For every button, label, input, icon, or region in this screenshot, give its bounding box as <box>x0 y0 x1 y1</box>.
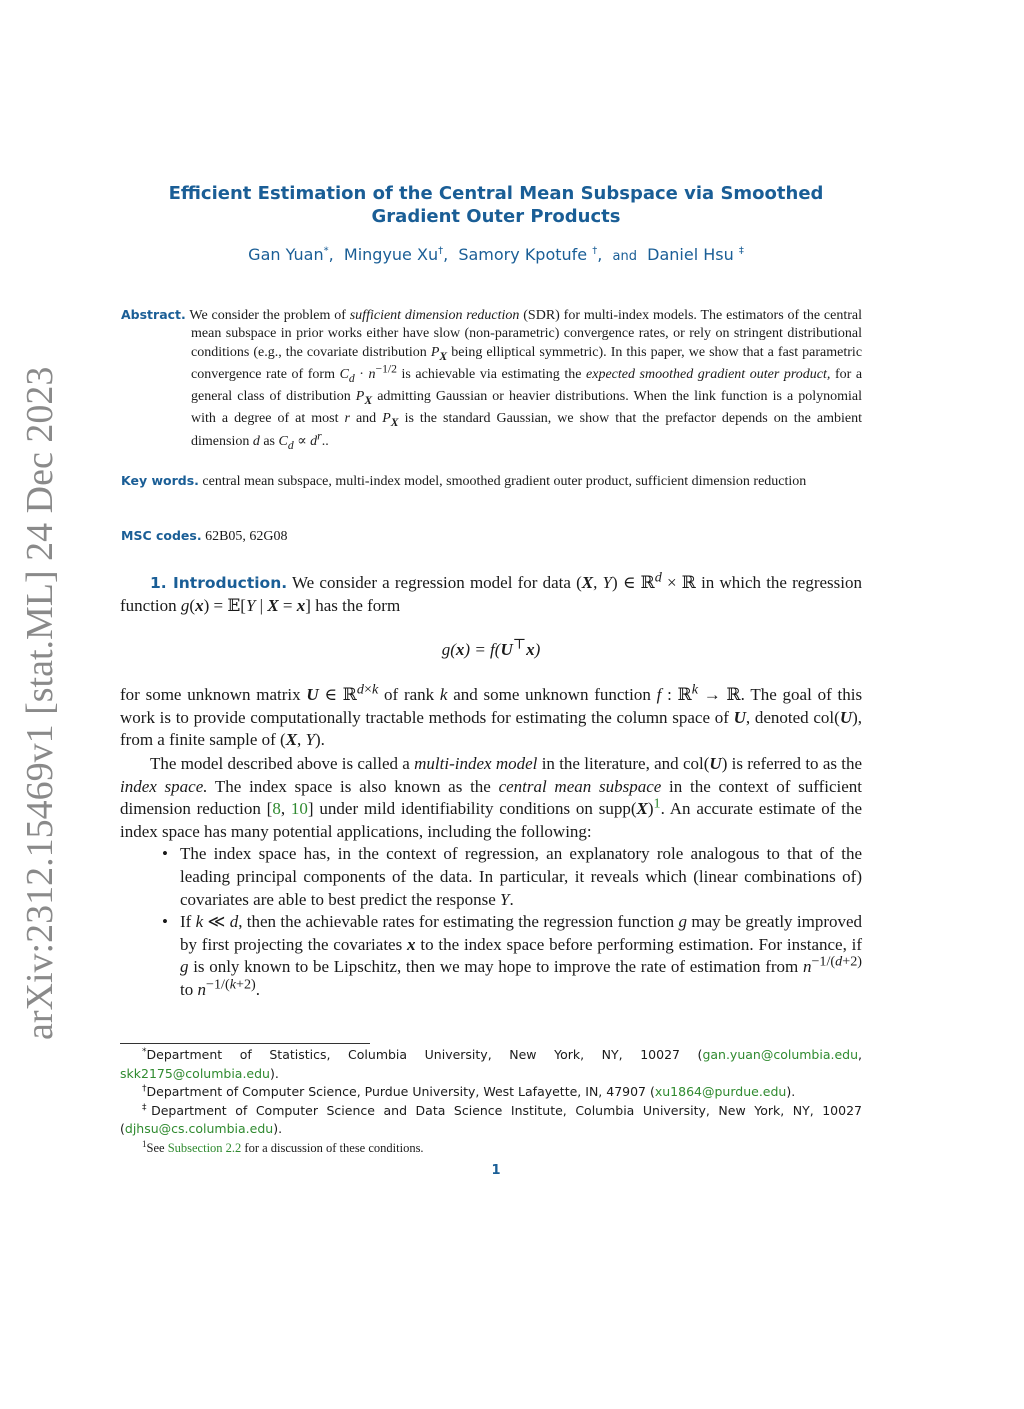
abstract-emphasis: sufficient dimension reduction <box>349 308 520 323</box>
footnote-divider <box>120 1043 370 1044</box>
body-text: may be greatly improved by first projecting the covariates <box>180 912 863 954</box>
msc-label: MSC codes. <box>121 528 202 543</box>
body-text: to <box>180 979 194 999</box>
model-equation: g(x) = f(U⊤x) <box>441 636 541 659</box>
paper-title: Efficient Estimation of the Central Mean Subspace via Smoothed Gradient Outer Products <box>168 183 824 227</box>
affiliation-mark: † <box>592 245 598 257</box>
footnote-mark: * <box>142 1046 147 1057</box>
footnote-text: for a discussion of these conditions. <box>244 1140 424 1155</box>
author-name: Daniel Hsu <box>647 245 734 264</box>
keywords-text: central mean subspace, multi-index model, smoothed gradient outer product, sufficient dimension reduction <box>202 474 807 489</box>
and-connector: and <box>612 249 637 264</box>
footnote-text: Department of Statistics, Columbia University, New York, NY, 10027 ( <box>146 1047 703 1062</box>
introduction-paragraph: 1. Introduction. We consider a regression model for data (X, Y) ∈ ℝ$^d$ × ℝ in which the regression function g(x) = 𝔼[Y | X = x] has the form <box>120 569 863 615</box>
author-name: Gan Yuan <box>248 245 324 264</box>
affiliation-mark: * <box>323 245 329 257</box>
email-link[interactable]: xu1864@purdue.edu <box>654 1084 787 1100</box>
email-link[interactable]: djhsu@cs.columbia.edu <box>124 1121 274 1137</box>
page-number: 1 <box>491 1163 501 1178</box>
bullet-icon: • <box>162 912 168 932</box>
body-text: to the index space before performing estimation. For instance, if <box>420 934 863 954</box>
body-text: for some unknown matrix <box>120 685 301 704</box>
body-text: . An accurate estimate of the index space has many potential applications, including the following: <box>120 799 863 841</box>
abstract-text: (SDR) for multi-index models. The estimators of the central mean subspace in prior works either have slow (non-parametric) convergence rates, or rely on stringent distributional conditions (e.g., the covariate distribution <box>191 308 863 360</box>
footnote-mark: † <box>142 1084 147 1095</box>
footnote: *Department of Statistics, Columbia University, New York, NY, 10027 (gan.yuan@columbia.edu, skk2175@columbia.edu). <box>120 1046 862 1081</box>
citation-link[interactable]: 8 <box>272 799 281 819</box>
author-name: Mingyue Xu <box>343 245 439 264</box>
body-text: The index space has, in the context of regression, an explanatory role analogous to that of the leading principal components of the data. In particular, it reveals which (linear combinations of) covariates are able to best predict the response <box>180 844 862 909</box>
affiliation-mark: † <box>438 245 444 257</box>
emphasis-text: central mean subspace <box>498 776 662 796</box>
emphasis-text: index space. <box>120 776 208 796</box>
abstract-text: being elliptical symmetric). In this paper, we show that a fast parametric convergence rate of form <box>191 344 863 383</box>
msc-codes: 62B05, 62G08 <box>205 529 288 544</box>
abstract-text: is achievable via estimating the <box>401 367 582 383</box>
footnote-link[interactable]: 1 <box>653 795 661 812</box>
author-name: Samory Kpotufe <box>458 245 588 264</box>
body-text: in the literature, and col( <box>541 754 710 773</box>
keywords-block <box>121 472 862 491</box>
footnote: ‡Department of Computer Science and Data Science Institute, Columbia University, New York, NY, 10027 (djhsu@cs.columbia.edu). <box>120 1102 862 1137</box>
body-text: of rank <box>384 685 435 704</box>
body-text: ] under mild identifiability conditions on supp( <box>307 799 637 819</box>
list-item: • If k ≪ d, then the achievable rates for estimating the regression function g may be greatly improved by first projecting the covariates x to the index space before performing estimation. For instance, if g is only known to be Lipschitz, then we may hope to improve the rate of estimation from $n^{-1/(d+2)}$ to $n^{-1/(k+2)}$. <box>162 912 863 999</box>
body-paragraph: for some unknown matrix U ∈ ℝ$^{d\times k}$ of rank k and some unknown function f : ℝ$^k$ → ℝ. The goal of this work is to provide computationally tractable methods for estimating the column space of U, denoted col(U), from a finite sample of (X, Y). <box>120 681 863 750</box>
msc-block <box>121 527 862 546</box>
body-text: We consider a regression model for data <box>292 573 571 592</box>
body-text: If <box>180 912 192 932</box>
body-text: is only known to be Lipschitz, then we may hope to improve the rate of estimation from <box>193 957 799 977</box>
abstract-label: Abstract. <box>121 307 186 322</box>
body-text: , then the achievable rates for estimating the regression function <box>238 912 675 932</box>
keywords-label: Key words. <box>121 473 199 488</box>
body-text: , denoted col( <box>745 707 840 727</box>
footnote-text: See <box>146 1140 165 1155</box>
body-text: ), from a finite sample of <box>120 707 863 750</box>
body-paragraph: The model described above is called a multi-index model in the literature, and col(U) is referred to as the index space. The index space is also known as the central mean subspace in the context of sufficient dimension reduction [8, 10] under mild identifiability conditions on $supp(X)^1$. An accurate estimate of the index space has many potential applications, including the following: • The index space has, in the context of regression, an explanatory role analogous to that of the leading principal components of the data. In particular, it reveals which (linear combinations of) covariates are able to best predict the response Y. • If k ≪ d, then the achievable rates for estimating the regression function g may be greatly improved by first projecting the covariates x to the index space before performing estimation. For instance, if g is only known to be Lipschitz, then we may hope to improve the rate of estimation from $n^{-1/(d+2)}$ to $n^{-1/(k+2)}$. <box>120 753 862 1002</box>
footnote-mark: ‡ <box>142 1102 152 1113</box>
footnote: †Department of Computer Science, Purdue University, West Lafayette, IN, 47907 (xu1864@purdue.edu). <box>142 1084 796 1100</box>
body-text: The model described above is called a <box>150 754 410 773</box>
abstract-text: admitting Gaussian or heavier distributions. When the link function is a polynomial with a degree of at most <box>191 389 863 427</box>
emphasis-text: multi-index model <box>414 754 538 773</box>
body-text: and some unknown function <box>453 685 651 704</box>
bullet-list <box>120 843 862 1001</box>
abstract-text: as <box>263 433 276 449</box>
body-text: in which the regression function <box>120 573 863 615</box>
abstract-emphasis: expected smoothed gradient outer product, <box>586 367 831 383</box>
footnote <box>120 1139 862 1158</box>
abstract-text: for a general class of distribution <box>191 367 863 405</box>
abstract-text: is the standard Gaussian, we show that the prefactor depends on the ambient dimension <box>191 411 862 449</box>
body-text: in the context of sufficient dimension reduction [ <box>120 776 862 819</box>
abstract-block: Abstract. We consider the problem of sufficient dimension reduction (SDR) for multi-index models. The estimators of the central mean subspace in prior works either have slow (non-parametric) convergence rates, or rely on stringent distributional conditions (e.g., the covariate distribution $P_X$ being elliptical symmetric). In this paper, we show that a fast parametric convergence rate of form $C_d \cdot n^{-1/2}$ is achievable via estimating the expected smoothed gradient outer product, for a general class of distribution $P_X$ admitting Gaussian or heavier distributions. When the link function is a polynomial with a degree of at most r and $P_X$ is the standard Gaussian, we show that the prefactor depends on the ambient dimension d as $C_d \propto d^r$.. <box>121 307 863 452</box>
list-item: • The index space has, in the context of regression, an explanatory role analogous to that of the leading principal components of the data. In particular, it reveals which (linear combinations of) covariates are able to best predict the response Y. <box>162 844 862 909</box>
affiliation-mark: ‡ <box>738 245 744 257</box>
body-text: has the form <box>315 595 401 615</box>
citation-link[interactable]: 10 <box>290 799 308 819</box>
author-list: Gan Yuan*, Mingyue Xu†, Samory Kpotufe †, and Daniel Hsu ‡ <box>248 245 744 264</box>
body-text: ) is referred to as the <box>721 754 863 773</box>
email-link[interactable]: gan.yuan@columbia.edu <box>702 1047 859 1062</box>
bullet-icon: • <box>162 844 168 864</box>
footnotes-block <box>120 1046 862 1158</box>
section-heading: 1. Introduction. <box>150 574 288 592</box>
arxiv-side-stamp: arXiv:2312.15469v1 [stat.ML] 24 Dec 2023 <box>19 366 61 1040</box>
footnote-text: Department of Computer Science, Purdue University, West Lafayette, IN, 47907 ( <box>146 1084 655 1100</box>
subsection-link[interactable]: Subsection 2.2 <box>167 1140 242 1155</box>
email-link[interactable]: skk2175@columbia.edu <box>120 1065 270 1081</box>
footnote-mark: 1 <box>142 1138 147 1149</box>
body-text: The index space is also known as the <box>214 776 491 796</box>
body-text: The goal of this work is to provide computationally tractable methods for estimating the column space of <box>120 685 863 727</box>
abstract-text: We consider the problem of <box>189 308 346 323</box>
footnote-text: Department of Computer Science and Data Science Institute, Columbia University, New York, NY, 10027 ( <box>120 1102 862 1137</box>
abstract-text: and <box>355 411 377 427</box>
